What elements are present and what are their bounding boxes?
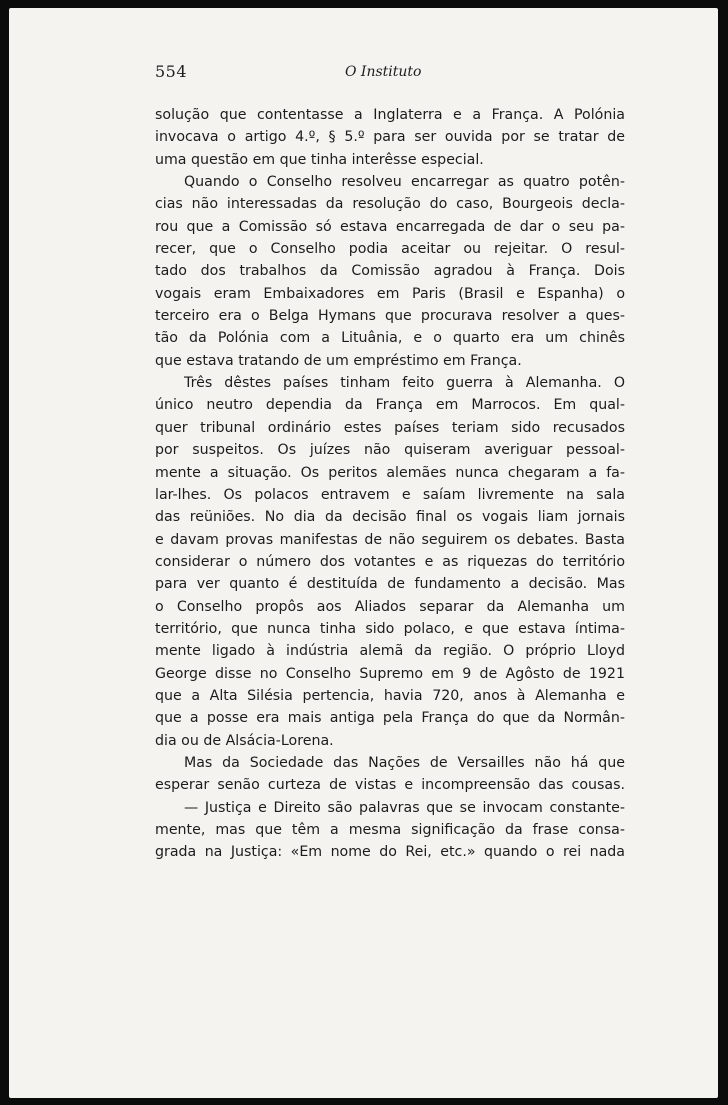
text-line: mente ligado à indústria alemã da região. O próprio Lloyd <box>155 643 625 660</box>
text-line: — Justiça e Direito são palavras que se invocam constante- <box>184 799 625 816</box>
text-line: território, que nunca tinha sido polaco, e que estava íntima- <box>155 620 625 637</box>
text-line: dia ou de Alsácia-Lorena. <box>155 732 334 749</box>
text-line: que estava tratando de um empréstimo em França. <box>155 352 522 369</box>
text-line: mente a situação. Os peritos alemães nunca chegaram a fa- <box>155 464 625 481</box>
text-line: e davam provas manifestas de não seguirem os debates. Basta <box>155 531 625 548</box>
text-line: considerar o número dos votantes e as riquezas do território <box>155 553 625 570</box>
text-line: esperar senão curteza de vistas e incompreensão das cousas. <box>155 777 625 794</box>
text-line: Mas da Sociedade das Nações de Versailles não há que <box>184 754 625 771</box>
text-line: vogais eram Embaixadores em Paris (Brasil e Espanha) o <box>155 285 625 302</box>
text-line: para ver quanto é destituída de fundamento a decisão. Mas <box>155 576 625 593</box>
text-line: Três dêstes países tinham feito guerra à Alemanha. O <box>184 375 625 392</box>
body-text <box>155 104 625 864</box>
text-line: Quando o Conselho resolveu encarregar as quatro potên- <box>184 174 625 191</box>
text-line: quer tribunal ordinário estes países teriam sido recusados <box>155 419 625 436</box>
text-line: terceiro era o Belga Hymans que procurava resolver a ques- <box>155 308 625 325</box>
text-line: das reüniões. No dia da decisão final os vogais liam jornais <box>155 509 625 526</box>
text-line: cias não interessadas da resolução do caso, Bourgeois decla- <box>155 196 625 213</box>
text-line: lar-lhes. Os polacos entravem e saíam livremente na sala <box>155 486 625 503</box>
text-line: mente, mas que têm a mesma significação da frase consa- <box>155 822 625 838</box>
page-number: 554 <box>155 62 188 81</box>
text-line: único neutro dependia da França em Marrocos. Em qual- <box>155 397 625 414</box>
text-line: tado dos trabalhos da Comissão agradou à França. Dois <box>155 263 625 280</box>
text-line: uma questão em que tinha interêsse especial. <box>155 151 484 168</box>
text-line: que a Alta Silésia pertencia, havia 720, anos à Alemanha e <box>155 687 625 704</box>
text-line: tão da Polónia com a Lituânia, e o quarto era um chinês <box>155 330 625 347</box>
text-line: recer, que o Conselho podia aceitar ou rejeitar. O resul- <box>155 241 625 258</box>
text-line: o Conselho propôs aos Aliados separar da Alemanha um <box>155 598 625 615</box>
text-line: que a posse era mais antiga pela França do que da Normân- <box>155 710 625 727</box>
text-line: grada na Justiça: «Em nome do Rei, etc.» quando o rei nada <box>155 844 625 861</box>
page-header <box>155 62 625 86</box>
text-line: por suspeitos. Os juízes não quiseram averiguar pessoal- <box>155 442 625 459</box>
text-line: invocava o artigo 4.º, § 5.º para ser ouvida por se tratar de <box>155 129 625 146</box>
text-line: solução que contentasse a Inglaterra e a França. A Polónia <box>155 107 625 123</box>
text-line: George disse no Conselho Supremo em 9 de Agôsto de 1921 <box>155 665 625 682</box>
text-line: rou que a Comissão só estava encarregada de dar o seu pa- <box>155 218 625 235</box>
running-title: O Instituto <box>345 64 422 80</box>
